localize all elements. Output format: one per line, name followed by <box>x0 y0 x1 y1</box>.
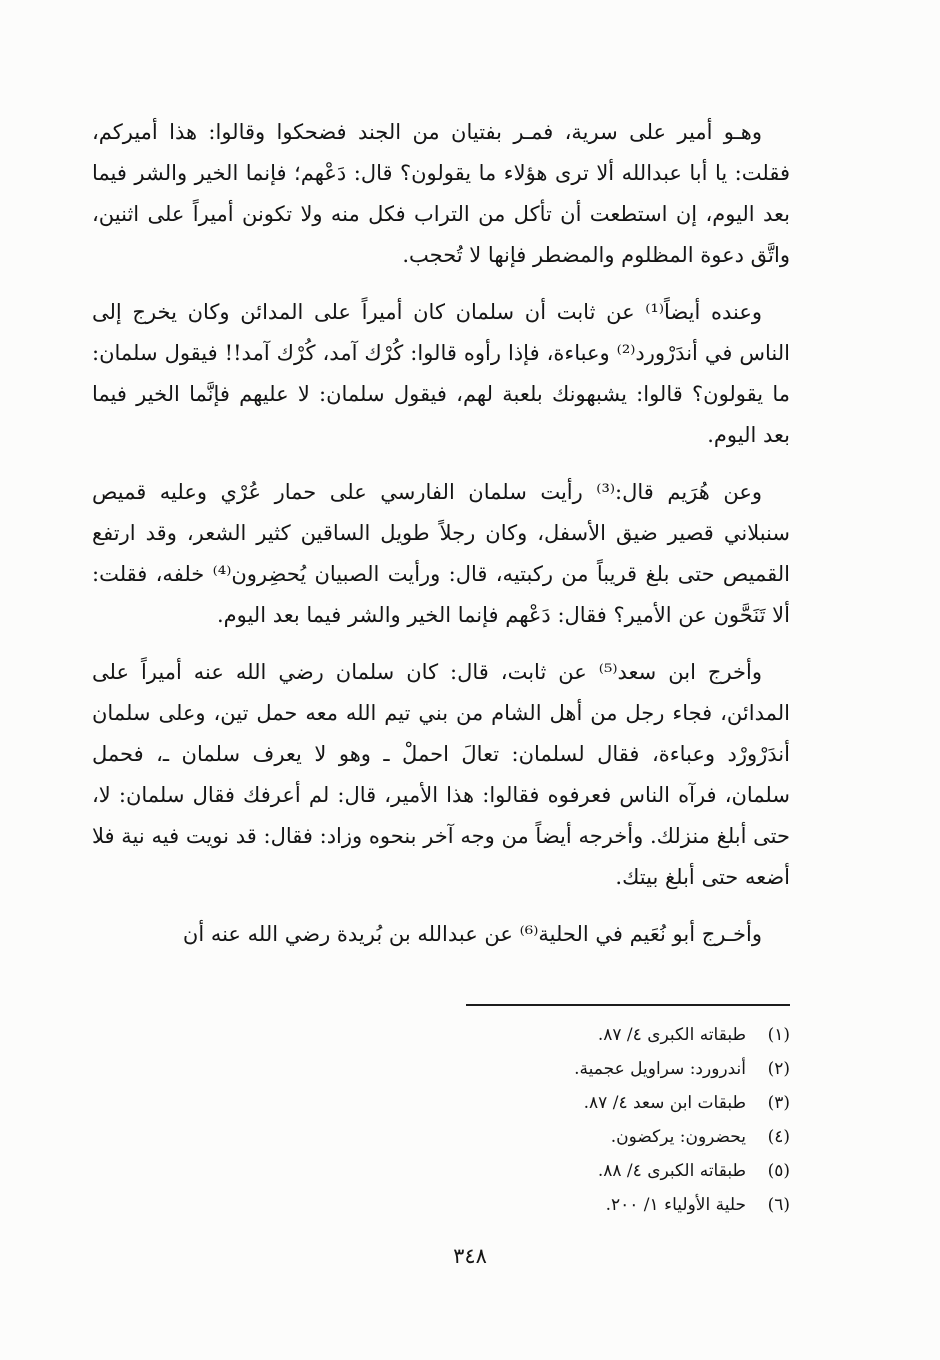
paragraph: وأخـرج أبو نُعَيم في الحلية⁽⁶⁾ عن عبدالله بن بُريدة رضي الله عنه أن <box>182 922 762 946</box>
footnote <box>300 1188 790 1222</box>
footnote-text: حلية الأولياء ١/ ٢٠٠. <box>605 1195 746 1215</box>
footnote-number: (٥) <box>767 1161 790 1181</box>
footnote-text: أندرورد: سراويل عجمية. <box>574 1059 746 1079</box>
paragraph: وأخرج ابن سعد⁽⁵⁾ عن ثابت، قال: كان سلمان رضي الله عنه أميراً على المدائن، فجاء رجل من أهل الشام من بني تيم الله معه حمل تين، وعلى سلمان أندَرْورْد وعباءة، فقال لسلمان: تعالَ احملْ ـ وهو لا يعرف سلمان ـ، فحمل سلمان، فرآه الناس فعرفوه فقالوا: هذا الأمير، قال: لم أعرفك فقال سلمان: لا، حتى أبلغ منزلك. وأخرجه أيضاً من وجه آخر بنحوه وزاد: فقال: قد نويت فيه نية فلا أضعه حتى أبلغ بيتك. <box>92 660 790 889</box>
footnote-text: طبقاته الكبرى ٤/ ٨٨. <box>597 1161 746 1181</box>
footnote <box>300 1052 790 1086</box>
footnote-number: (٢) <box>767 1059 790 1079</box>
paragraph: وهـو أمير على سرية، فمـر بفتيان من الجند فضحكوا وقالوا: هذا أميركم، فقلت: يا أبا عبدالله ألا ترى هؤلاء ما يقولون؟ قال: دَعْهم؛ فإنما الخير والشر فيما بعد اليوم، إن استطعت أن تأكل من التراب فكل منه ولا تكونن أميراً على اثنين، واتَّق دعوة المظلوم والمضطر فإنها لا تُحجب. <box>92 120 790 267</box>
footnote-divider <box>466 1004 790 1006</box>
footnote-text: طبقاته الكبرى ٤/ ٨٧. <box>597 1025 746 1045</box>
footnote-number: (٣) <box>767 1093 790 1113</box>
footnote-text: طبقات ابن سعد ٤/ ٨٧. <box>583 1093 746 1113</box>
paragraph: وعنده أيضاً⁽¹⁾ عن ثابت أن سلمان كان أميراً على المدائن وكان يخرج إلى الناس في أندَرْورد⁽²⁾ وعباءة، فإذا رأوه قالوا: كُرْك آمد، كُرْك آمد!! فيقول سلمان: ما يقولون؟ قالوا: يشبهونك بلعبة لهم، فيقول سلمان: لا عليهم فإنَّما الخير فيما بعد اليوم. <box>92 300 790 447</box>
footnote <box>300 1154 790 1188</box>
footnote-number: (١) <box>767 1025 790 1045</box>
paragraph: وعن هُرَيم قال:⁽³⁾ رأيت سلمان الفارسي على حمار عُرْي وعليه قميص سنبلاني قصير ضيق الأسفل، وكان رجلاً طويل الساقين كثير الشعر، وقد ارتفع القميص حتى بلغ قريباً من ركبتيه، قال: ورأيت الصبيان يُحضِرون⁽⁴⁾ خلفه، فقلت: ألا تَنَحَّون عن الأمير؟ فقال: دَعْهم فإنما الخير والشر فيما بعد اليوم. <box>92 480 790 627</box>
footnote <box>300 1086 790 1120</box>
footnote-text: يحضرون: يركضون. <box>610 1127 746 1147</box>
footnote-number: (٦) <box>767 1195 790 1215</box>
footnote <box>300 1018 790 1052</box>
footnote-number: (٤) <box>767 1127 790 1147</box>
page-number: ٣٤٨ <box>453 1244 487 1268</box>
main-text <box>92 112 790 971</box>
footnotes <box>300 1018 790 1222</box>
footnote <box>300 1120 790 1154</box>
